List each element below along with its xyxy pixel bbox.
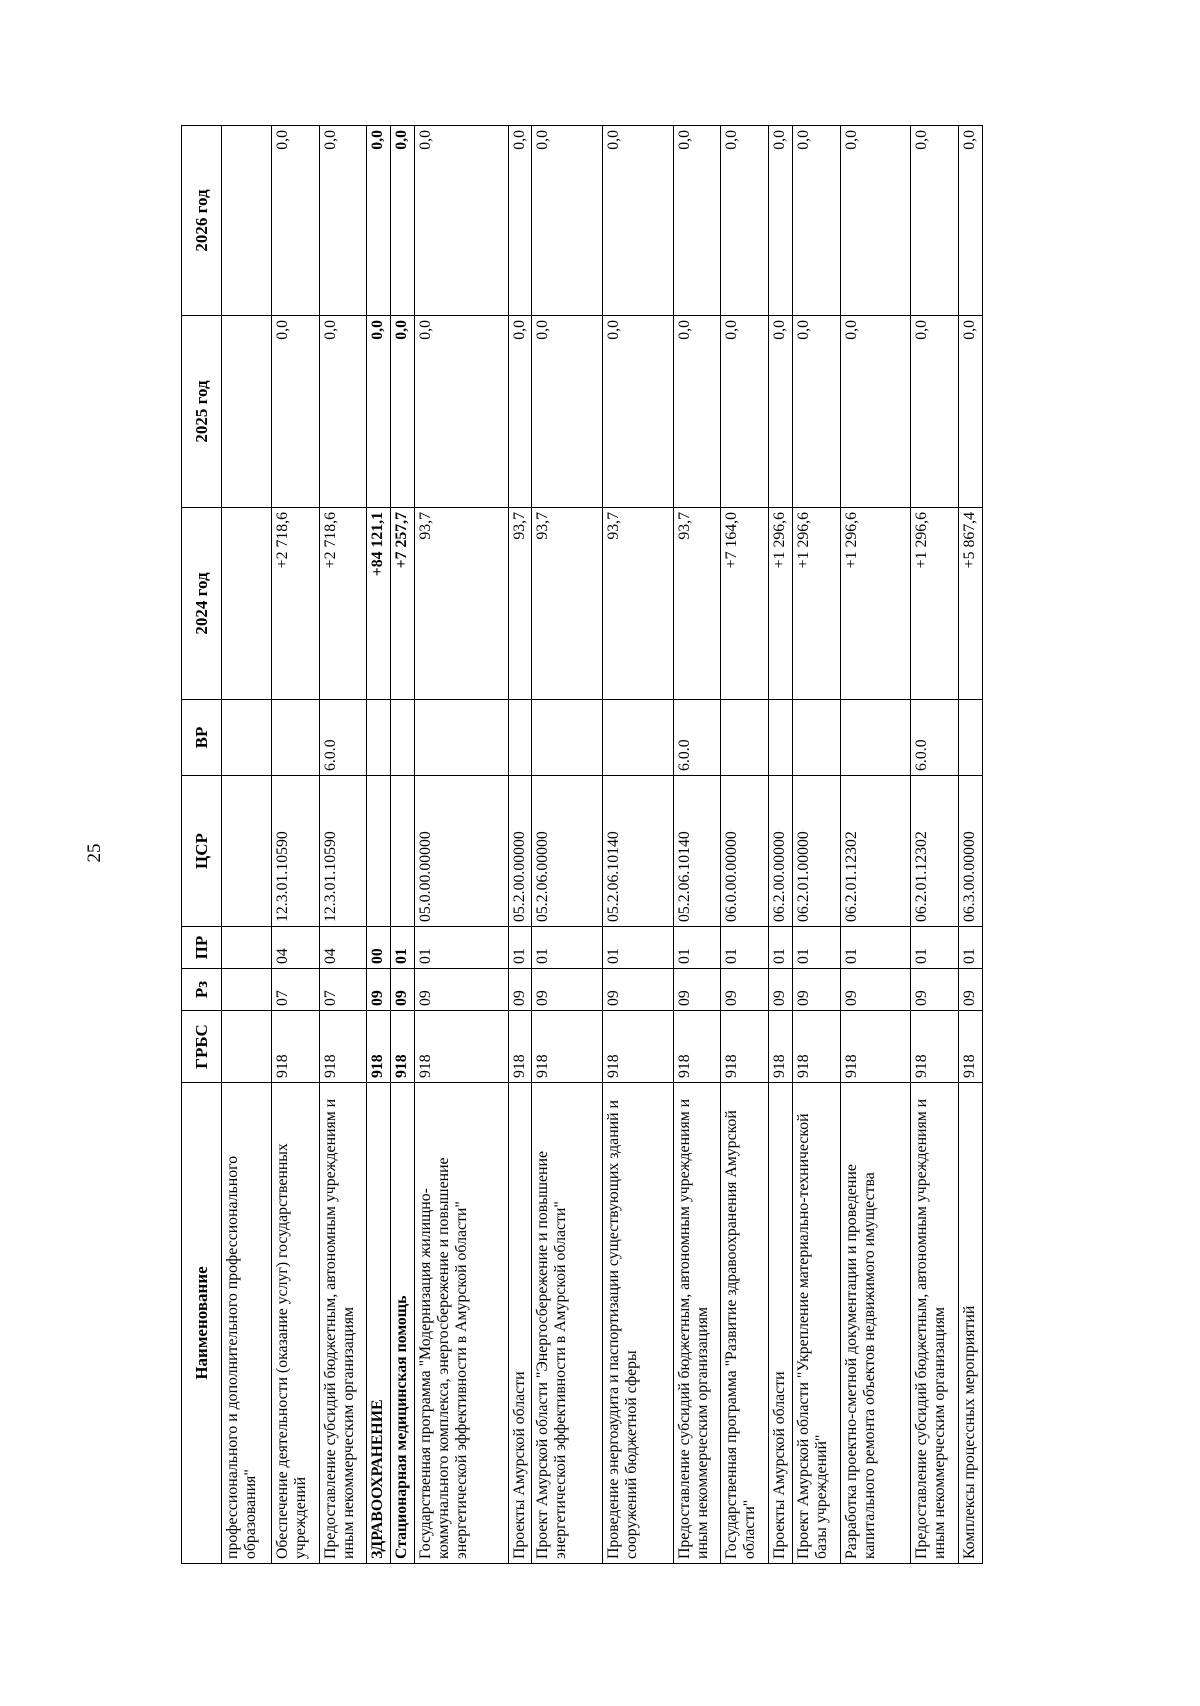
cell-rz: 09 xyxy=(792,969,840,1011)
cell-pr xyxy=(222,927,272,969)
cell-name: Предоставление субсидий бюджетным, автономным учреждениям и иным некоммерческим организациям xyxy=(911,1083,959,1564)
cell-vr xyxy=(769,700,793,776)
cell-grbs: 918 xyxy=(367,1011,391,1083)
cell-name: Проект Амурской области "Укрепление материально-технической базы учреждений" xyxy=(792,1083,840,1564)
cell-vr xyxy=(222,700,272,776)
cell-pr: 01 xyxy=(532,927,603,969)
cell-csr: 12.3.01.10590 xyxy=(271,776,319,927)
cell-2024: +5 867,4 xyxy=(959,508,983,700)
cell-vr xyxy=(959,700,983,776)
cell-csr xyxy=(367,776,391,927)
rotated-table-container xyxy=(181,126,983,1564)
cell-csr: 06.0.00.00000 xyxy=(721,776,769,927)
table-row xyxy=(602,126,673,1564)
cell-vr xyxy=(721,700,769,776)
cell-name: Проведение энергоаудита и паспортизации существующих зданий и сооружений бюджетной сферы xyxy=(602,1083,673,1564)
cell-2026: 0,0 xyxy=(911,126,959,316)
cell-grbs: 918 xyxy=(959,1011,983,1083)
cell-2024: +7 164,0 xyxy=(721,508,769,700)
cell-name: Обеспечение деятельности (оказание услуг) государственных учреждений xyxy=(271,1083,319,1564)
header-vr: ВР xyxy=(182,700,222,776)
cell-2025: 0,0 xyxy=(415,316,508,508)
cell-2025: 0,0 xyxy=(532,316,603,508)
cell-name: профессионального и дополнительного профессионального образования" xyxy=(222,1083,272,1564)
table-row xyxy=(271,126,319,1564)
cell-vr xyxy=(415,700,508,776)
cell-2025: 0,0 xyxy=(602,316,673,508)
cell-csr: 06.2.01.12302 xyxy=(911,776,959,927)
header-rz: Рз xyxy=(182,969,222,1011)
cell-rz: 09 xyxy=(673,969,721,1011)
cell-grbs xyxy=(222,1011,272,1083)
cell-2025: 0,0 xyxy=(271,316,319,508)
cell-grbs: 918 xyxy=(319,1011,367,1083)
cell-rz: 09 xyxy=(415,969,508,1011)
cell-vr: 6.0.0 xyxy=(319,700,367,776)
header-grbs: ГРБС xyxy=(182,1011,222,1083)
cell-grbs: 918 xyxy=(532,1011,603,1083)
cell-2024: 93,7 xyxy=(602,508,673,700)
cell-2024: +84 121,1 xyxy=(367,508,391,700)
cell-grbs: 918 xyxy=(271,1011,319,1083)
cell-2025 xyxy=(222,316,272,508)
cell-vr xyxy=(367,700,391,776)
cell-rz: 07 xyxy=(319,969,367,1011)
budget-table xyxy=(181,125,983,1564)
cell-rz: 07 xyxy=(271,969,319,1011)
cell-name: Предоставление субсидий бюджетным, автономным учреждениям и иным некоммерческим организациям xyxy=(673,1083,721,1564)
cell-2026: 0,0 xyxy=(959,126,983,316)
table-body xyxy=(222,126,983,1564)
cell-csr: 05.2.06.00000 xyxy=(532,776,603,927)
table-row xyxy=(792,126,840,1564)
cell-rz: 09 xyxy=(602,969,673,1011)
cell-2024: +1 296,6 xyxy=(911,508,959,700)
cell-2025: 0,0 xyxy=(959,316,983,508)
table-row xyxy=(367,126,391,1564)
table-row xyxy=(532,126,603,1564)
table-row xyxy=(721,126,769,1564)
cell-rz: 09 xyxy=(840,969,911,1011)
cell-name: Проект Амурской области "Энергосбережение и повышение энергетической эффективности в Амурской области" xyxy=(532,1083,603,1564)
cell-pr: 01 xyxy=(840,927,911,969)
cell-pr: 01 xyxy=(415,927,508,969)
cell-2025: 0,0 xyxy=(792,316,840,508)
cell-2024: +1 296,6 xyxy=(792,508,840,700)
cell-csr: 06.2.01.12302 xyxy=(840,776,911,927)
cell-rz xyxy=(222,969,272,1011)
table-row xyxy=(911,126,959,1564)
cell-2025: 0,0 xyxy=(319,316,367,508)
cell-2025: 0,0 xyxy=(508,316,532,508)
cell-2024: 93,7 xyxy=(532,508,603,700)
header-2025: 2025 год xyxy=(182,316,222,508)
table-row xyxy=(959,126,983,1564)
cell-name: Проекты Амурской области xyxy=(769,1083,793,1564)
cell-csr: 05.0.00.00000 xyxy=(415,776,508,927)
cell-vr xyxy=(792,700,840,776)
cell-vr: 6.0.0 xyxy=(911,700,959,776)
table-header-row xyxy=(182,126,222,1564)
table-row xyxy=(840,126,911,1564)
cell-2026: 0,0 xyxy=(367,126,391,316)
cell-csr: 06.2.00.00000 xyxy=(769,776,793,927)
cell-vr xyxy=(840,700,911,776)
cell-grbs: 918 xyxy=(792,1011,840,1083)
cell-pr: 01 xyxy=(959,927,983,969)
cell-pr: 01 xyxy=(769,927,793,969)
cell-csr: 05.2.06.10140 xyxy=(602,776,673,927)
cell-pr: 01 xyxy=(391,927,415,969)
cell-rz: 09 xyxy=(532,969,603,1011)
cell-vr xyxy=(391,700,415,776)
cell-2024: 93,7 xyxy=(415,508,508,700)
cell-csr: 12.3.01.10590 xyxy=(319,776,367,927)
cell-vr xyxy=(271,700,319,776)
cell-vr xyxy=(532,700,603,776)
cell-rz: 09 xyxy=(367,969,391,1011)
cell-grbs: 918 xyxy=(840,1011,911,1083)
header-2024: 2024 год xyxy=(182,508,222,700)
cell-csr: 06.3.00.00000 xyxy=(959,776,983,927)
cell-vr xyxy=(602,700,673,776)
cell-rz: 09 xyxy=(911,969,959,1011)
cell-csr: 05.2.06.10140 xyxy=(673,776,721,927)
cell-pr: 01 xyxy=(911,927,959,969)
header-name: Наименование xyxy=(182,1083,222,1564)
table-row xyxy=(415,126,508,1564)
table-row xyxy=(319,126,367,1564)
table-row xyxy=(673,126,721,1564)
cell-pr: 04 xyxy=(319,927,367,969)
cell-2024: +7 257,7 xyxy=(391,508,415,700)
cell-vr xyxy=(508,700,532,776)
cell-2026: 0,0 xyxy=(391,126,415,316)
cell-2024: +1 296,6 xyxy=(840,508,911,700)
cell-2024: +1 296,6 xyxy=(769,508,793,700)
cell-2026: 0,0 xyxy=(792,126,840,316)
cell-2025: 0,0 xyxy=(769,316,793,508)
cell-2025: 0,0 xyxy=(391,316,415,508)
cell-2026: 0,0 xyxy=(840,126,911,316)
cell-name: Государственная программа "Модернизация жилищно-коммунального комплекса, энергосбережение и повышение энергетической эффективности в Амурской области" xyxy=(415,1083,508,1564)
cell-grbs: 918 xyxy=(508,1011,532,1083)
cell-2025: 0,0 xyxy=(721,316,769,508)
cell-name: Государственная программа "Развитие здравоохранения Амурской области" xyxy=(721,1083,769,1564)
table-row xyxy=(222,126,272,1564)
cell-csr xyxy=(222,776,272,927)
cell-2024: 93,7 xyxy=(673,508,721,700)
cell-2026: 0,0 xyxy=(508,126,532,316)
cell-rz: 09 xyxy=(721,969,769,1011)
cell-name: Стационарная медицинская помощь xyxy=(391,1083,415,1564)
cell-2026: 0,0 xyxy=(532,126,603,316)
cell-2024: 93,7 xyxy=(508,508,532,700)
cell-2024: +2 718,6 xyxy=(271,508,319,700)
cell-2024 xyxy=(222,508,272,700)
header-pr: ПР xyxy=(182,927,222,969)
cell-name: ЗДРАВООХРАНЕНИЕ xyxy=(367,1083,391,1564)
cell-grbs: 918 xyxy=(391,1011,415,1083)
table-row xyxy=(769,126,793,1564)
cell-2026: 0,0 xyxy=(673,126,721,316)
cell-2025: 0,0 xyxy=(911,316,959,508)
header-csr: ЦСР xyxy=(182,776,222,927)
cell-rz: 09 xyxy=(769,969,793,1011)
page-number: 25 xyxy=(84,843,105,863)
cell-grbs: 918 xyxy=(721,1011,769,1083)
cell-csr xyxy=(391,776,415,927)
cell-grbs: 918 xyxy=(602,1011,673,1083)
cell-vr: 6.0.0 xyxy=(673,700,721,776)
cell-2026: 0,0 xyxy=(319,126,367,316)
cell-2026: 0,0 xyxy=(271,126,319,316)
cell-pr: 01 xyxy=(673,927,721,969)
table-row xyxy=(391,126,415,1564)
cell-grbs: 918 xyxy=(415,1011,508,1083)
cell-pr: 01 xyxy=(508,927,532,969)
cell-name: Проекты Амурской области xyxy=(508,1083,532,1564)
cell-pr: 00 xyxy=(367,927,391,969)
cell-pr: 01 xyxy=(792,927,840,969)
cell-2025: 0,0 xyxy=(367,316,391,508)
cell-name: Разработка проектно-сметной документации и проведение капитального ремонта объектов недвижимого имущества xyxy=(840,1083,911,1564)
cell-name: Комплексы процессных мероприятий xyxy=(959,1083,983,1564)
cell-2026 xyxy=(222,126,272,316)
table-row xyxy=(508,126,532,1564)
cell-csr: 06.2.01.00000 xyxy=(792,776,840,927)
cell-name: Предоставление субсидий бюджетным, автономным учреждениям и иным некоммерческим организациям xyxy=(319,1083,367,1564)
cell-csr: 05.2.00.00000 xyxy=(508,776,532,927)
cell-2026: 0,0 xyxy=(769,126,793,316)
cell-2025: 0,0 xyxy=(840,316,911,508)
cell-grbs: 918 xyxy=(911,1011,959,1083)
cell-grbs: 918 xyxy=(769,1011,793,1083)
cell-pr: 01 xyxy=(602,927,673,969)
cell-rz: 09 xyxy=(391,969,415,1011)
cell-rz: 09 xyxy=(508,969,532,1011)
cell-2026: 0,0 xyxy=(721,126,769,316)
cell-pr: 04 xyxy=(271,927,319,969)
cell-pr: 01 xyxy=(721,927,769,969)
cell-2025: 0,0 xyxy=(673,316,721,508)
cell-rz: 09 xyxy=(959,969,983,1011)
cell-grbs: 918 xyxy=(673,1011,721,1083)
cell-2026: 0,0 xyxy=(602,126,673,316)
cell-2024: +2 718,6 xyxy=(319,508,367,700)
cell-2026: 0,0 xyxy=(415,126,508,316)
header-2026: 2026 год xyxy=(182,126,222,316)
